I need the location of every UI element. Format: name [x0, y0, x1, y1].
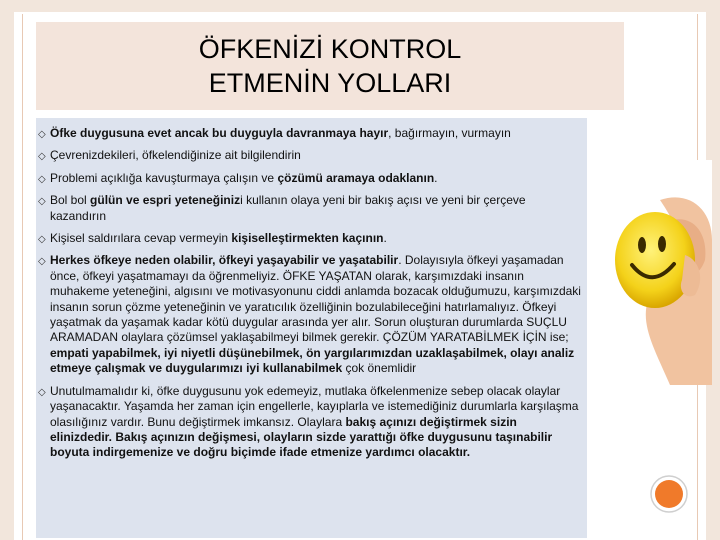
- bullet-text-run: .: [434, 170, 438, 185]
- bullet-text-bold: çözümü aramaya odaklanın: [277, 170, 435, 185]
- frame-line-left: [22, 14, 23, 540]
- slide-frame-top: [0, 0, 720, 12]
- bullet-text: [50, 253, 581, 375]
- bullet-text-bold: gülün ve espri yeteneğiniz: [90, 193, 241, 208]
- bullet-text-run: Unutulmamalıdır ki, öfke duygusunu yok edemeyiz, mutlaka öfkelenmenize sebep olacak olaylar yaşanacaktır. Yaşamda her zaman için engellerle, kayıplarla ve istemediğiniz durumlarla karşılaşma olasılığınız vardır. Bunu değiştirmek imkansız. Olaylara: [50, 383, 579, 429]
- bullet-text: [50, 171, 438, 185]
- diamond-bullet-icon: ◇: [38, 129, 46, 140]
- bullet-text-run: çok önemlidir: [342, 361, 417, 376]
- diamond-bullet-icon: ◇: [38, 234, 46, 246]
- content-panel: [36, 118, 587, 538]
- bullet-text-bold: kişiselleştirmekten kaçının: [231, 231, 384, 246]
- bullet-item: [36, 384, 587, 461]
- bullet-text-bold: bakış açınızı değiştirmek sizin elinizdedir. Bakış açınızın değişmesi, olayların sizde yarattığı öfke duygusunu taşınabilir boyuta indirgemenize ve doğru biçimde ifade etmenize yardımcı olacaktır.: [50, 414, 553, 460]
- slide-title: ÖFKENİZİ KONTROL ETMENİN YOLLARI: [198, 34, 462, 98]
- bullet-text-run: Kişisel saldırılara cevap vermeyin: [50, 231, 232, 246]
- bullet-item: [36, 253, 587, 376]
- bullet-text: [50, 231, 387, 245]
- bullet-text-run: i kullanın olaya yeni bir bakış açısı ve yeni bir çerçeve kazandırın: [50, 193, 526, 223]
- diamond-bullet-icon: ◇: [38, 256, 46, 268]
- bullet-text-bold: empati yapabilmek, iyi niyetli düşünebilmek, ön yargılarımızdan uzaklaşabilmek, olayı analiz etmeye çalışmak ve duygularımızı iyi kullanabilmek: [50, 345, 575, 376]
- bullet-text: [50, 193, 526, 222]
- slide-frame-left: [0, 0, 14, 540]
- bullet-text-run: .: [383, 231, 387, 246]
- bullet-text-bold: Öfke duygusuna evet ancak bu duyguyla davranmaya hayır: [50, 126, 389, 140]
- bullet-text-run: Problemi açıklığa kavuşturmaya çalışın ve: [50, 170, 278, 185]
- bullet-text: [50, 126, 511, 140]
- smiley-stress-ball-photo: [600, 160, 712, 385]
- bullet-text: [50, 148, 301, 162]
- bullet-text-bold: Herkes öfkeye neden olabilir, öfkeyi yaşayabilir ve yaşatabilir: [50, 253, 399, 268]
- bullet-text-run: . Dolayısıyla öfkeyi yaşamadan önce, öfkeyi yaşatmamayı da öğrenmeliyiz. ÖFKE YAŞATAN olarak, karşımızdaki insanın muhakeme yeteneğini, algısını ve motivasyonunu ciddi anlamda bozacak olduğumuzu, karşımızdaki insanın sorun çözme yeteneğinin ve yaratıcılık özelliğinin bozulabileceğini hatırlamalıyız. Öfkeyi yaşatmak da yaşamak kadar kötü duygular arasında yer alır. Sorun oluşturan durumlarda SUÇLU ARAMADAN olaylara çözümsel yaklaşabilmeyi bilmek gerekir. ÇÖZÜM YARATABİLMEK İÇİN ise;: [50, 253, 581, 345]
- bullet-item: [36, 171, 587, 186]
- bullet-item: [36, 126, 587, 141]
- diamond-bullet-icon: ◇: [38, 151, 46, 163]
- smiley-ball-icon: [615, 212, 695, 308]
- bullet-list: [36, 118, 587, 461]
- bullet-item: [36, 231, 587, 246]
- bullet-item: [36, 148, 587, 163]
- diamond-bullet-icon: ◇: [38, 386, 46, 398]
- bullet-text-run: Bol bol: [50, 193, 91, 208]
- title-box: [36, 22, 624, 110]
- diamond-bullet-icon: ◇: [38, 196, 46, 208]
- bullet-item: [36, 193, 587, 224]
- bullet-text-run: , bağırmayın, vurmayın: [388, 126, 511, 140]
- decorative-circle: [645, 472, 715, 540]
- bullet-text: [50, 384, 578, 460]
- diamond-bullet-icon: ◇: [38, 173, 46, 185]
- bullet-text-run: Çevrenizdekileri, öfkelendiğinize ait bilgilendirin: [50, 148, 301, 163]
